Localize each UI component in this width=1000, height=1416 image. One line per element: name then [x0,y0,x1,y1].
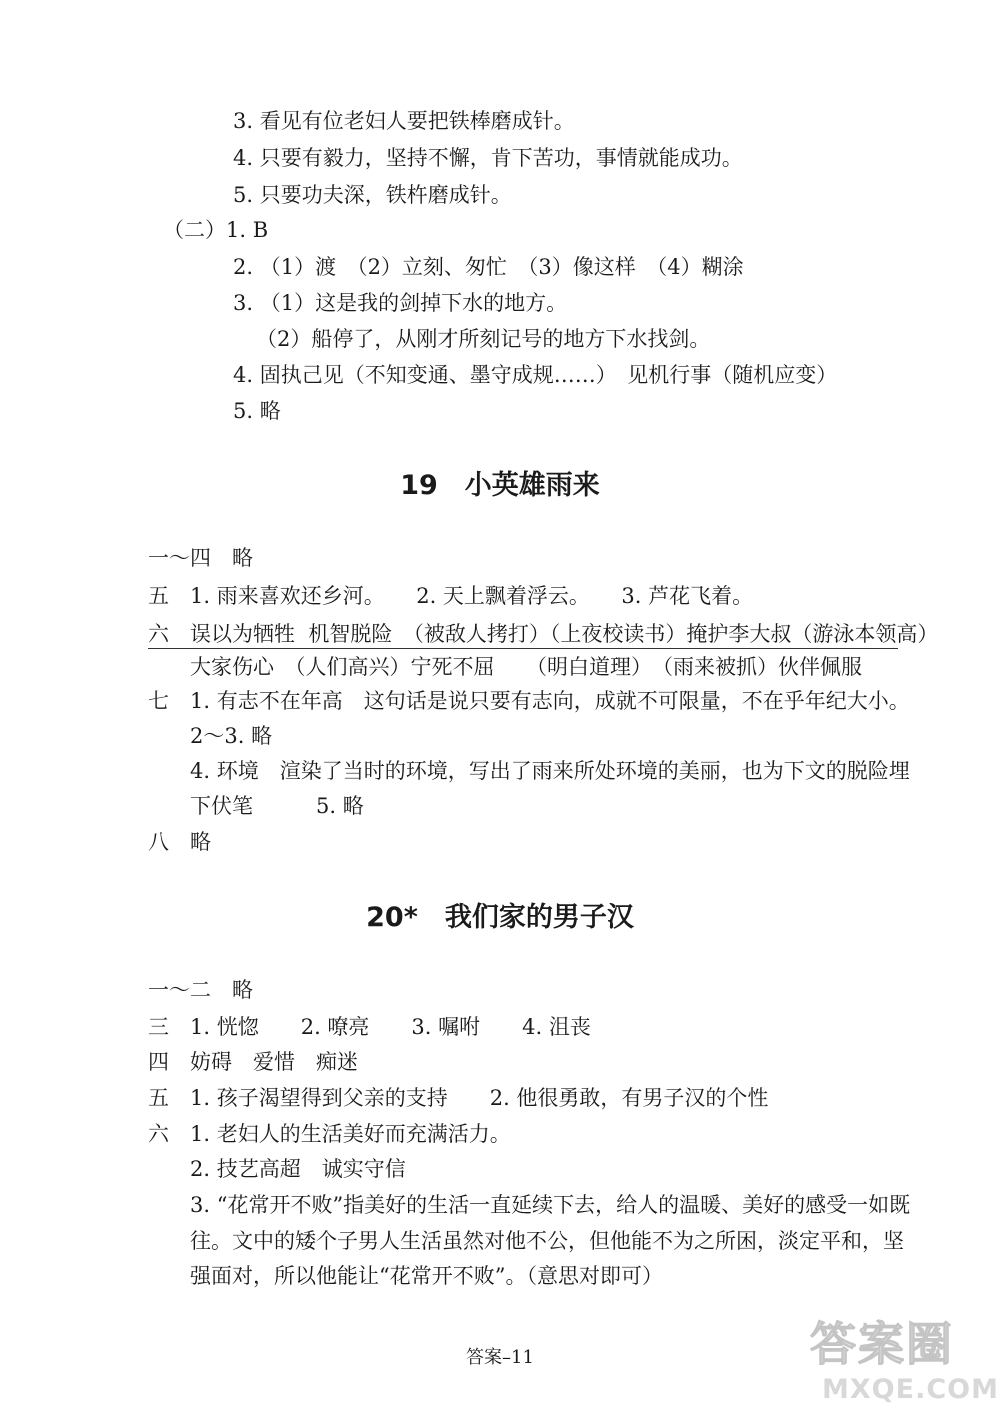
answer-line: 2～3. 略 [190,724,273,748]
answer-line: 三 1. 恍惚 2. 嘹亮 3. 嘱咐 4. 沮丧 [148,1015,591,1039]
watermark-logo [800,1316,999,1412]
answer-line: 4. 只要有毅力，坚持不懈，肯下苦功，事情就能成功。 [233,146,743,170]
answer-line: （2）船停了，从刚才所刻记号的地方下水找剑。 [256,327,711,351]
answer-line: 六 误以为牺牲 机智脱险 （被敌人拷打）（上夜校读书）掩护李大叔（游泳本领高） [148,622,939,646]
answer-line: 2. （1）渡 （2）立刻、匆忙 （3）像这样 （4）糊涂 [233,255,744,279]
answer-line: 一～二 略 [148,978,253,1002]
answer-line: 五 1. 雨来喜欢还乡河。 2. 天上飘着浮云。 3. 芦花飞着。 [148,584,754,608]
answer-line: 往。文中的矮个子男人生活虽然对他不公，但他能不为之所困，淡定平和，坚 [190,1229,904,1253]
answer-line: 下伏笔 5. 略 [190,794,364,818]
answer-line: 5. 只要功夫深，铁杵磨成针。 [233,183,512,207]
answer-line: 大家伤心 （人们高兴）宁死不屈 （明白道理） （雨来被抓）伙伴佩服 [190,655,862,679]
answer-line: （二）1. B [163,218,269,242]
answer-line: 5. 略 [233,399,281,423]
answer-line: 四 妨碍 爱惜 痴迷 [148,1050,358,1074]
watermark-url: MXQE.COM [822,1374,999,1405]
answer-line: 一～四 略 [148,546,253,570]
answer-line: 3. 看见有位老妇人要把铁棒磨成针。 [233,109,575,133]
answer-line: 4. 环境 渲染了当时的环境，写出了雨来所处环境的美丽，也为下文的脱险埋 [190,759,910,783]
page-number: 答案–11 [466,1347,534,1368]
answer-line: 2. 技艺高超 诚实守信 [190,1157,406,1181]
answer-line: 六 1. 老妇人的生活美好而充满活力。 [148,1122,511,1146]
divider-line [148,648,898,649]
answer-line: 七 1. 有志不在年高 这句话是说只要有志向，成就不可限量，不在乎年纪大小。 [148,689,910,713]
watermark-text: 答案圈 [810,1317,954,1371]
answer-line: 八 略 [148,830,211,854]
section-title-20: 20* 我们家的男子汉 [366,902,634,933]
answer-line: 3. “花常开不败”指美好的生活一直延续下去，给人的温暖、美好的感受一如既 [190,1193,911,1217]
section-title-19: 19 小英雄雨来 [400,470,600,501]
answer-line: 强面对，所以他能让“花常开不败”。（意思对即可） [190,1264,663,1288]
answer-line: 3. （1）这是我的剑掉下水的地方。 [233,291,568,315]
answer-line: 五 1. 孩子渴望得到父亲的支持 2. 他很勇敢，有男子汉的个性 [148,1086,769,1110]
answer-line: 4. 固执己见（不知变通、墨守成规……） 见机行事（随机应变） [233,363,838,387]
